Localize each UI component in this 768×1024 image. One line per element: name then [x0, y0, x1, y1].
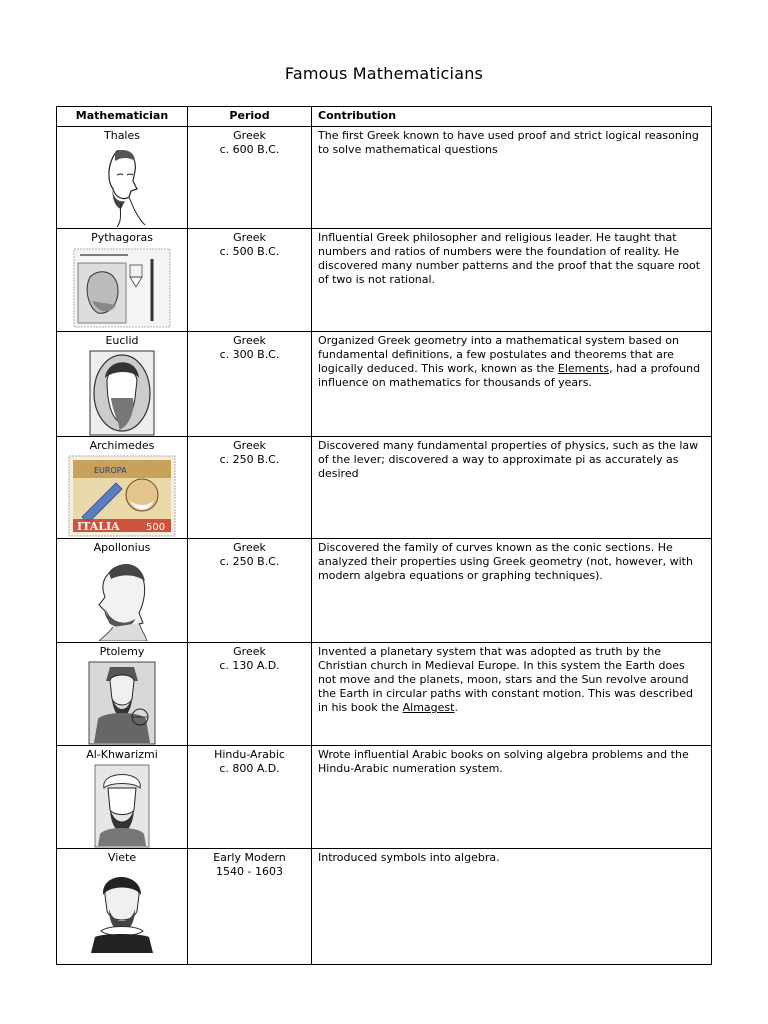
table-row — [57, 229, 712, 332]
period-era: Early Modern — [213, 851, 286, 864]
name-cell — [57, 539, 188, 643]
contribution-text: Discovered many fundamental properties of physics, such as the law of the lever; discovered a way to approximate pi as accurately as desired — [318, 439, 699, 480]
contribution-text: Wrote influential Arabic books on solving algebra problems and the Hindu-Arabic numeration system. — [318, 748, 689, 775]
contribution-text — [318, 645, 705, 715]
period-cell — [188, 229, 312, 332]
mathematicians-table — [56, 106, 712, 965]
contribution-text — [318, 334, 705, 390]
period-date: c. 250 B.C. — [219, 555, 280, 568]
table-row — [57, 849, 712, 965]
contribution-text-part: . — [454, 701, 458, 714]
period-date: c. 250 B.C. — [219, 453, 280, 466]
contribution-cell — [312, 229, 712, 332]
mathematician-name: Thales — [104, 129, 140, 142]
apollonius-portrait-image — [89, 557, 155, 641]
contribution-cell — [312, 643, 712, 746]
contribution-cell — [312, 127, 712, 229]
elements-link[interactable]: Elements — [557, 362, 610, 375]
period-cell — [188, 849, 312, 965]
mathematician-name: Apollonius — [93, 541, 151, 554]
contribution-text: The first Greek known to have used proof and strict logical reasoning to solve mathematical questions — [318, 129, 699, 156]
pythagoras-stamp-image — [72, 247, 172, 329]
almagest-link[interactable]: Almagest — [402, 701, 455, 714]
header-period: Period — [188, 107, 312, 127]
mathematician-name: Archimedes — [89, 439, 155, 452]
period-era: Greek — [233, 645, 266, 658]
period-era: Greek — [233, 231, 266, 244]
ptolemy-portrait-image — [88, 661, 156, 745]
mathematician-name: Euclid — [105, 334, 139, 347]
name-cell — [57, 849, 188, 965]
thales-portrait-image — [93, 145, 151, 227]
period-cell — [188, 437, 312, 539]
period-date: 1540 - 1603 — [216, 865, 283, 878]
name-cell — [57, 643, 188, 746]
period-date: c. 800 A.D. — [219, 762, 280, 775]
header-mathematician: Mathematician — [57, 107, 188, 127]
period-date: c. 600 B.C. — [219, 143, 280, 156]
table-row — [57, 643, 712, 746]
contribution-cell — [312, 539, 712, 643]
name-cell — [57, 332, 188, 437]
name-cell — [57, 437, 188, 539]
contribution-text: Influential Greek philosopher and religious leader. He taught that numbers and ratios of numbers were the foundation of reality. He discovered many number patterns and the proof that the square root of two is not rational. — [318, 231, 701, 286]
period-date: c. 500 B.C. — [219, 245, 280, 258]
period-date: c. 130 A.D. — [219, 659, 280, 672]
table-row — [57, 539, 712, 643]
period-cell — [188, 643, 312, 746]
table-row — [57, 437, 712, 539]
mathematician-name: Viete — [107, 851, 137, 864]
table-row — [57, 332, 712, 437]
period-cell — [188, 746, 312, 849]
archimedes-stamp-image — [68, 455, 176, 537]
contribution-cell — [312, 746, 712, 849]
period-cell — [188, 539, 312, 643]
period-date: c. 300 B.C. — [219, 348, 280, 361]
al-khwarizmi-portrait-image — [94, 764, 150, 848]
period-cell — [188, 127, 312, 229]
contribution-text-part: , had a profound influence on mathematics for thousands of years. — [318, 362, 701, 389]
stamp-value-text: 500 — [146, 522, 166, 533]
period-era: Greek — [233, 334, 266, 347]
euclid-portrait-image — [89, 350, 155, 436]
contribution-text: Discovered the family of curves known as the conic sections. He analyzed their properties using Greek geometry (not, however, with modern algebra equations or graphing techniques). — [318, 541, 693, 582]
period-era: Greek — [233, 439, 266, 452]
table-row — [57, 746, 712, 849]
contribution-text-part: Invented a planetary system that was adopted as truth by the Christian church in Medieval Europe. In this system the Earth does not move and the planets, moon, stars and the Sun revolve around the Earth in circular paths with constant motion. This was described in his book the — [318, 645, 693, 714]
contribution-cell — [312, 849, 712, 965]
viete-portrait-image — [87, 867, 157, 953]
header-contribution: Contribution — [312, 107, 712, 127]
period-era: Greek — [233, 129, 266, 142]
contribution-cell — [312, 437, 712, 539]
stamp-country-text: ITALIA — [77, 520, 120, 533]
period-era: Hindu-Arabic — [214, 748, 285, 761]
mathematician-name: Ptolemy — [99, 645, 145, 658]
name-cell — [57, 229, 188, 332]
table-header-row — [57, 107, 712, 127]
page-title: Famous Mathematicians — [284, 64, 484, 83]
name-cell — [57, 746, 188, 849]
period-era: Greek — [233, 541, 266, 554]
contribution-text-part: Organized Greek geometry into a mathematical system based on fundamental definitions, a few postulates and theorems that are logically deduced. This work, known as the — [318, 334, 679, 375]
table-row — [57, 127, 712, 229]
contribution-cell — [312, 332, 712, 437]
stamp-top-text: EUROPA — [94, 466, 127, 475]
contribution-text: Introduced symbols into algebra. — [318, 851, 500, 864]
mathematician-name: Pythagoras — [91, 231, 153, 244]
name-cell — [57, 127, 188, 229]
period-cell — [188, 332, 312, 437]
mathematician-name: Al-Khwarizmi — [86, 748, 158, 761]
